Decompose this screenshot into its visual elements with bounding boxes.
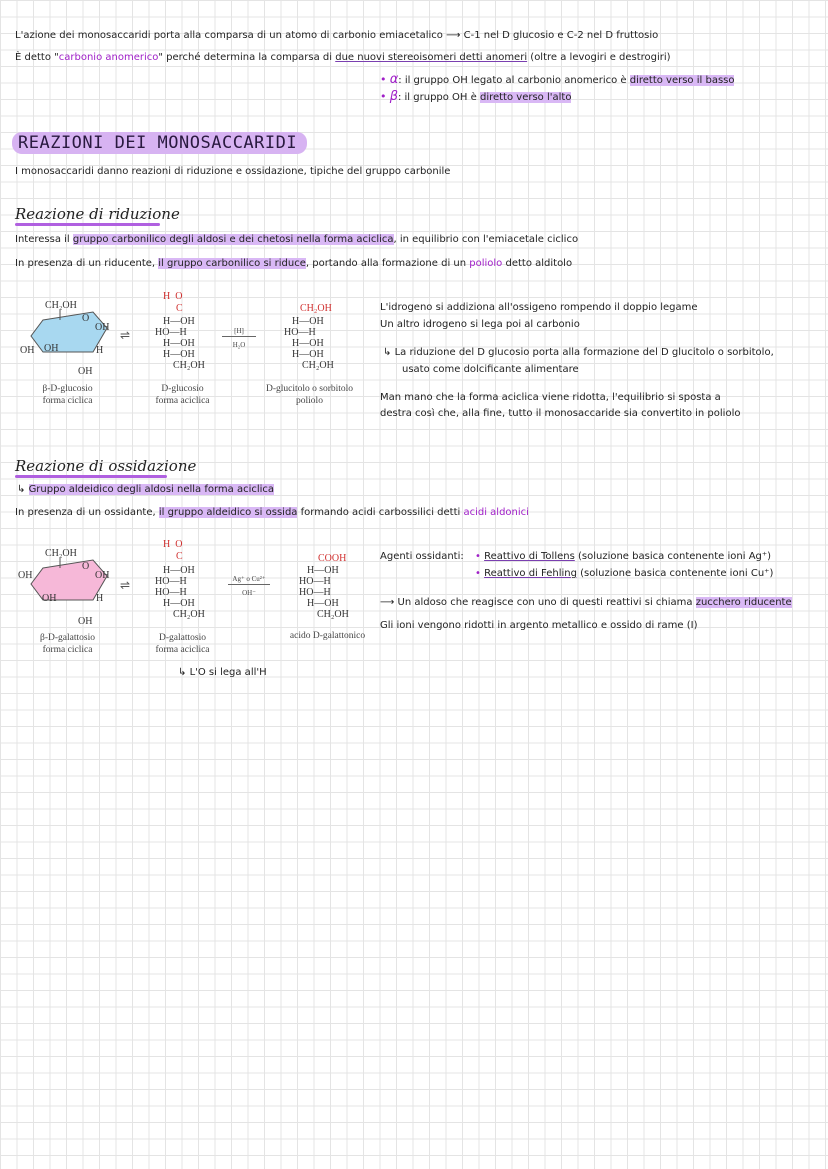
galactonic-caption: acido D-galattonico: [289, 631, 366, 641]
intro-line-2: È detto "carbonio anomerico" perché determina la comparsa di due nuovi stereoisomeri detti anomeri (oltre a levogiri e destrogiri): [15, 52, 671, 63]
reduction-note-1: L'idrogeno si addiziona all'ossigeno rompendo il doppio legame: [380, 302, 698, 313]
glucose-aldehyde-h: H O: [163, 291, 183, 302]
galactonic-row-2: H—OH: [307, 565, 339, 576]
section-intro: I monosaccaridi danno reazioni di riduzione e ossidazione, tipiche del gruppo carbonile: [15, 166, 451, 177]
equilibrium-arrow-2: ⇌: [120, 578, 131, 592]
reduction-note-2: Un altro idrogeno si lega poi al carbonio: [380, 319, 580, 330]
glucose-row-5: H—OH: [163, 349, 195, 360]
agent-fehling: • Reattivo di Fehling (soluzione basica contenente ioni Cu⁺): [475, 568, 774, 579]
reduction-note-3: ↳ La riduzione del D glucosio porta alla formazione del D glucitolo o sorbitolo,: [383, 347, 774, 358]
oxidizing-agents-label: Agenti ossidanti:: [380, 551, 464, 562]
glucose-oh-right: OH: [95, 322, 110, 333]
galactonic-cooh: COOH: [318, 553, 347, 564]
reduction-heading: Reazione di riduzione: [15, 205, 180, 223]
oxidation-sub: ↳ Gruppo aldeidico degli aldosi nella forma aciclica: [17, 484, 275, 495]
agent-tollens: • Reattivo di Tollens (soluzione basica contenente ioni Ag⁺): [475, 551, 772, 562]
galactose-row-6: CH₂OH: [173, 609, 205, 620]
galactose-ch2oh: CH₂OH: [45, 548, 77, 559]
glucose-aldehyde-c: C: [176, 303, 183, 314]
galactose-oh-inner: OH: [42, 593, 57, 604]
galactose-row-5: H—OH: [163, 598, 195, 609]
glucose-row-4: H—OH: [163, 338, 195, 349]
glucose-row-2: H—OH: [163, 316, 195, 327]
reduction-note-5: Man mano che la forma aciclica viene ridotta, l'equilibrio si sposta a: [380, 392, 721, 403]
alpha-anomer-note: • α: il gruppo OH legato al carbonio anomerico è diretto verso il basso: [380, 72, 735, 87]
reduction-arrow: [222, 336, 256, 337]
glucitol-row-5: H—OH: [292, 349, 324, 360]
anomeric-carbon-term: carbonio anomerico: [58, 52, 159, 63]
galactose-oh-left: OH: [18, 570, 33, 581]
oxidation-reagent-top: Ag⁺ o Cu²⁺: [232, 575, 266, 583]
reduction-note-4: usato come dolcificante alimentare: [402, 364, 579, 375]
glucitol-row-3: HO—H: [284, 327, 316, 338]
glucose-oh-bottom: OH: [78, 366, 93, 377]
glucose-acyclic-caption: D-glucosio forma aciclica: [155, 384, 210, 406]
galactonic-row-5: H—OH: [307, 598, 339, 609]
equilibrium-arrow-1: ⇌: [120, 328, 131, 342]
glucose-cyclic-caption: β-D-glucosio forma ciclica: [42, 384, 93, 406]
reducing-sugar-note: ⟶ Un aldoso che reagisce con uno di questi reattivi si chiama zucchero riducente: [380, 597, 792, 608]
glucitol-row-6: CH₂OH: [302, 360, 334, 371]
oxidation-arrow: [228, 584, 270, 585]
glucose-ch2oh: CH₂OH: [45, 300, 77, 311]
oxidation-reagent-bottom: OH⁻: [242, 589, 256, 597]
galactose-row-4: HO—H: [155, 587, 187, 598]
galactonic-row-6: CH₂OH: [317, 609, 349, 620]
glucose-row-6: CH₂OH: [173, 360, 205, 371]
ions-note: Gli ioni vengono ridotti in argento metallico e ossido di rame (I): [380, 620, 698, 631]
galactose-ring-o: O: [82, 561, 90, 572]
reduction-note-6: destra così che, alla fine, tutto il monosaccaride sia convertito in poliolo: [380, 408, 741, 419]
oxidation-heading: Reazione di ossidazione: [15, 457, 196, 475]
oxidation-line: In presenza di un ossidante, il gruppo aldeidico si ossida formando acidi carbossilici detti acidi aldonici: [15, 507, 529, 518]
glucitol-row-4: H—OH: [292, 338, 324, 349]
glucose-oh-left: OH: [20, 345, 35, 356]
oh-bond-note: ↳ L'O si lega all'H: [178, 667, 267, 678]
glucitol-top: CH₂OH: [300, 303, 332, 314]
galactonic-row-4: HO—H: [299, 587, 331, 598]
galactose-acyclic-caption: D-galattosio forma aciclica: [155, 633, 210, 655]
glucitol-caption: D-glucitolo o sorbitolo poliolo: [265, 384, 354, 406]
galactose-oh-bottom: OH: [78, 616, 93, 627]
glucose-ring-o: O: [82, 313, 90, 324]
galactose-aldehyde-h: H O: [163, 539, 183, 550]
galactose-row-3: HO—H: [155, 576, 187, 587]
reduction-line-1: Interessa il gruppo carbonilico degli aldosi e dei chetosi nella forma aciclica, in equilibrio con l'emiacetale ciclico: [15, 234, 579, 245]
galactose-aldehyde-c: C: [176, 551, 183, 562]
glucose-h-right: H: [96, 345, 104, 356]
galactose-h-right: H: [96, 593, 104, 604]
reduction-reagent-top: [H]: [234, 327, 244, 335]
glucose-row-3: HO—H: [155, 327, 187, 338]
galactose-row-2: H—OH: [163, 565, 195, 576]
galactose-cyclic-caption: β-D-galattosio forma ciclica: [40, 633, 95, 655]
intro-line-1: L'azione dei monosaccaridi porta alla comparsa di un atomo di carbonio emiacetalico ⟶ C-1 nel D glucosio e C-2 nel D fruttosio: [15, 30, 659, 41]
galactose-oh-right: OH: [95, 570, 110, 581]
reduction-line-2: In presenza di un riducente, il gruppo carbonilico si riduce, portando alla formazione di un poliolo detto alditolo: [15, 258, 573, 269]
glucitol-row-2: H—OH: [292, 316, 324, 327]
section-title: REAZIONI DEI MONOSACCARIDI: [12, 132, 307, 154]
beta-anomer-note: • β: il gruppo OH è diretto verso l'alto: [380, 89, 572, 104]
glucose-oh-inner: OH: [44, 343, 59, 354]
reduction-reagent-bottom: H₂O: [232, 341, 246, 349]
galactonic-row-3: HO—H: [299, 576, 331, 587]
